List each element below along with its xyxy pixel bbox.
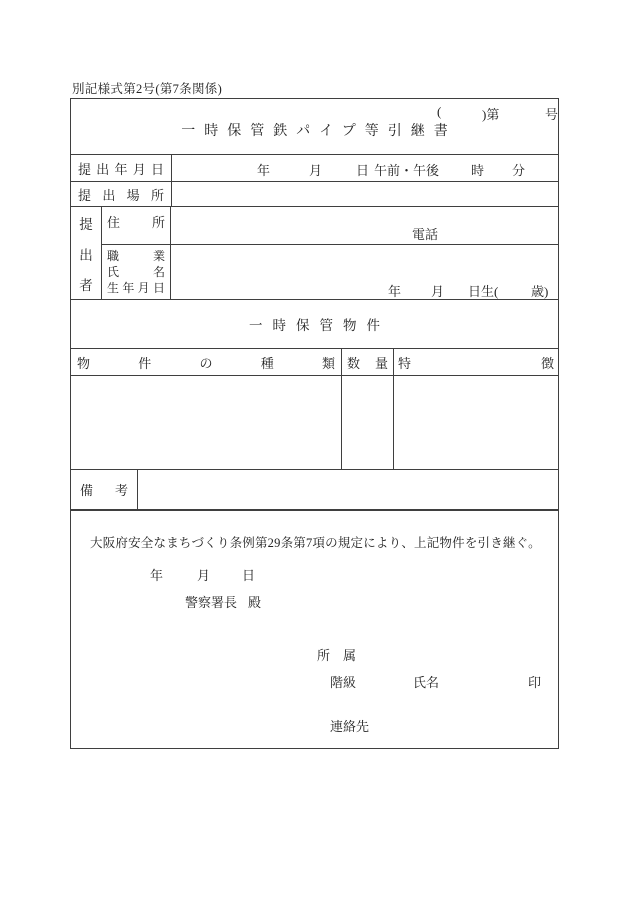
birth-year-unit-label: 年 <box>388 284 402 299</box>
title-block <box>71 99 558 155</box>
feature-blank-cell <box>394 376 558 469</box>
birth-age-label: 歳) <box>531 284 549 299</box>
rank-label: 階級 <box>330 675 357 690</box>
stored-items-banner: 一時保管物件 <box>249 318 390 333</box>
honorific-dono: 殿 <box>248 595 262 610</box>
remarks-row <box>71 470 558 509</box>
doc-number-close-paren-dai: )第 <box>482 107 500 122</box>
submitter-char-2: 出 <box>79 247 93 263</box>
birth-day-born-label: 日生( <box>468 284 499 299</box>
col-kind-header: 物 件 の 種 類 <box>71 349 342 375</box>
address-label: 住 所 <box>102 207 171 244</box>
submission-datetime-row <box>71 155 558 182</box>
items-table-header <box>71 349 558 376</box>
police-chief-addressee: 警察署長 <box>185 595 238 610</box>
contact-label: 連絡先 <box>330 719 370 734</box>
phone-label: 電話 <box>412 227 439 242</box>
minute-unit-label: 分 <box>512 163 526 178</box>
quantity-blank-cell <box>342 376 394 469</box>
stored-items-banner-row <box>71 300 558 349</box>
month-unit-label: 月 <box>309 163 323 178</box>
submission-datetime-label: 提 出 年 月 日 <box>71 155 172 181</box>
footer-month-unit-label: 月 <box>197 568 211 583</box>
footer-year-unit-label: 年 <box>150 568 164 583</box>
occupation-label: 職 業 <box>107 249 165 263</box>
occupation-name-birth-labels <box>102 245 171 299</box>
submitter-address-row <box>102 207 558 245</box>
transfer-statement: 大阪府安全なまちづくり条例第29条第7項の規定により、上記物件を引き継ぐ。 <box>90 536 541 550</box>
birthdate-value <box>171 245 558 299</box>
document-title: 一時保管鉄パイプ等引継書 <box>181 124 457 139</box>
submitter-char-3: 者 <box>79 278 93 293</box>
submission-datetime-value <box>172 155 558 181</box>
form-style-label: 別記様式第2号(第7条関係) <box>72 82 223 96</box>
submitter-char-1: 提 <box>79 217 93 232</box>
submission-place-label: 提 出 場 所 <box>71 182 172 206</box>
submitter-occupation-name-birth-row <box>102 245 558 299</box>
col-quantity-header: 数 量 <box>342 349 394 375</box>
officer-name-label: 氏名 <box>413 675 440 690</box>
doc-number-gou: 号 <box>545 107 559 122</box>
footer-day-unit-label: 日 <box>242 568 256 583</box>
transfer-form <box>70 98 559 749</box>
remarks-value <box>138 470 558 509</box>
kind-blank-cell <box>71 376 342 469</box>
ampm-label: 午前・午後 <box>374 163 440 178</box>
name-label: 氏 名 <box>107 265 165 279</box>
submission-place-value <box>172 182 558 206</box>
hour-unit-label: 時 <box>471 163 485 178</box>
seal-label: 印 <box>528 675 542 690</box>
day-unit-label: 日 <box>356 163 370 178</box>
year-unit-label: 年 <box>257 163 271 178</box>
affiliation-label: 所 属 <box>317 648 357 663</box>
doc-number-open-paren: ( <box>437 104 442 119</box>
address-value <box>171 207 558 244</box>
remarks-label: 備 考 <box>71 470 138 509</box>
submission-place-row <box>71 182 558 207</box>
birthdate-label: 生 年 月 日 <box>107 281 165 295</box>
submitter-inner <box>102 207 558 299</box>
submitter-section <box>71 207 558 300</box>
items-blank-row <box>71 376 558 470</box>
submitter-vertical-label <box>71 207 102 299</box>
col-feature-header: 特 徴 <box>398 355 554 371</box>
birth-month-unit-label: 月 <box>431 284 445 299</box>
footer-section <box>71 509 558 748</box>
